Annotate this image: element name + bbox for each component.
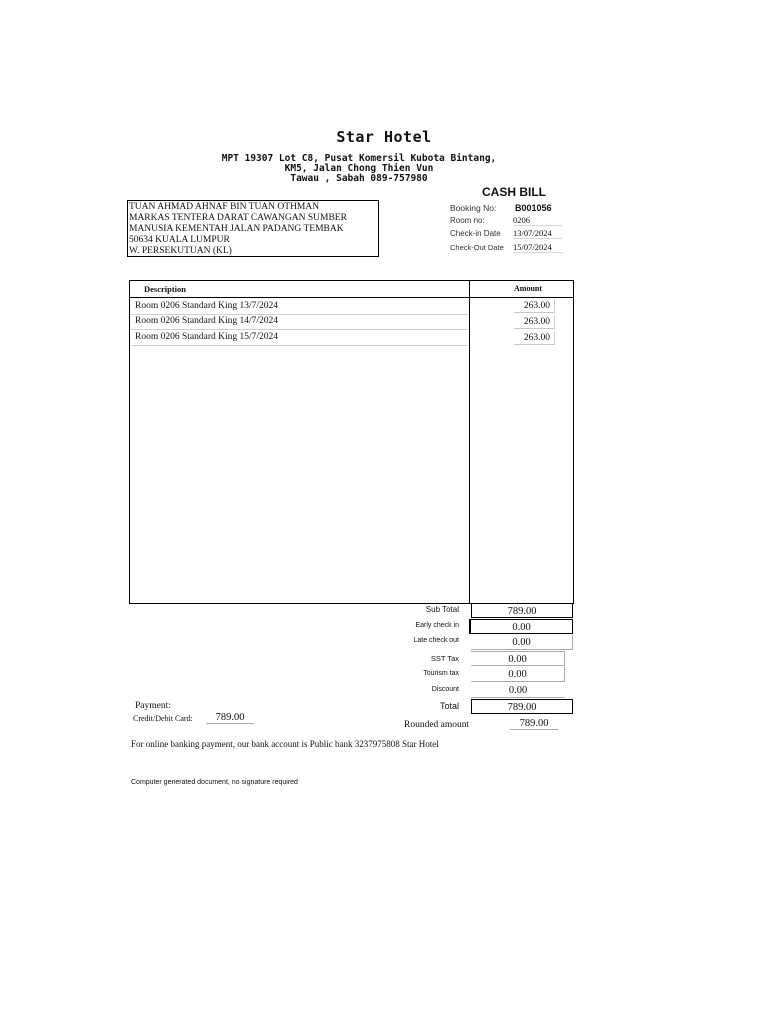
item-amount: 263.00: [514, 332, 555, 345]
checkout-label: Check-Out Date: [450, 243, 504, 252]
guest-line: W. PERSEKUTUAN (KL): [129, 246, 232, 256]
discount-label: Discount: [431, 686, 459, 693]
item-rule: [131, 329, 468, 330]
tourism-tax-label: Tourism tax: [423, 670, 459, 677]
discount-value: 0.00: [471, 683, 565, 698]
payment-method-amount: 789.00: [206, 712, 254, 724]
guest-address-box: [127, 200, 379, 257]
sst-value: 0.00: [471, 651, 565, 666]
hotel-address-line-1: MPT 19307 Lot C8, Pusat Komersil Kubota Bintang,: [221, 153, 497, 164]
hotel-address-line-2: KM5, Jalan Chong Thien Vun: [284, 163, 434, 174]
checkin-value: 13/07/2024: [513, 228, 563, 239]
payment-method-label: Credit/Debit Card:: [133, 714, 193, 723]
total-label: Total: [439, 701, 459, 711]
total-value: 789.00: [471, 699, 573, 714]
computer-generated-note: Computer generated document, no signature required: [131, 779, 298, 786]
header-rule: [129, 297, 573, 298]
guest-line: TUAN AHMAD AHNAF BIN TUAN OTHMAN: [129, 202, 320, 212]
sst-label: SST Tax: [430, 654, 459, 663]
payment-label: Payment:: [135, 701, 171, 711]
sub-total-label: Sub Total: [425, 605, 459, 614]
booking-no-label: Booking No:: [450, 203, 497, 213]
late-checkout-label: Late check out: [413, 637, 459, 644]
tourism-tax-value: 0.00: [471, 667, 565, 682]
item-description: Room 0206 Standard King 13/7/2024: [135, 301, 279, 311]
sub-total-value: 789.00: [471, 603, 573, 618]
item-rule: [131, 314, 468, 315]
rounded-amount-value: 789.00: [510, 718, 558, 730]
checkin-label: Check-in Date: [450, 229, 501, 238]
early-checkin-label: Early check in: [415, 622, 459, 629]
item-amount: 263.00: [514, 300, 555, 313]
guest-line: MANUSIA KEMENTAH JALAN PADANG TEMBAK: [129, 224, 344, 234]
item-rule: [131, 345, 468, 346]
booking-no-value: B001056: [515, 203, 552, 213]
room-no-label: Room no:: [450, 216, 485, 225]
item-description: Room 0206 Standard King 14/7/2024: [135, 316, 279, 326]
amount-header: Amount: [514, 284, 543, 293]
guest-line: MARKAS TENTERA DARAT CAWANGAN SUMBER: [129, 213, 347, 223]
item-amount: 263.00: [514, 316, 555, 329]
rounded-amount-label: Rounded amount: [404, 720, 470, 730]
late-checkout-value: 0.00: [471, 635, 573, 650]
description-header: Description: [144, 284, 187, 294]
hotel-address-line-3: Tawau , Sabah 089-757980: [290, 173, 428, 184]
room-no-value: 0206: [513, 215, 563, 226]
checkout-value: 15/07/2024: [513, 242, 563, 253]
column-divider: [469, 280, 470, 604]
bank-payment-note: For online banking payment, our bank account is Public bank 3237975808 Star Hotel: [131, 739, 439, 749]
guest-line: 50634 KUALA LUMPUR: [129, 235, 230, 245]
early-checkin-value: 0.00: [469, 619, 573, 634]
hotel-name: Star Hotel: [336, 128, 432, 146]
document-title: CASH BILL: [482, 185, 546, 199]
item-description: Room 0206 Standard King 15/7/2024: [135, 332, 279, 342]
